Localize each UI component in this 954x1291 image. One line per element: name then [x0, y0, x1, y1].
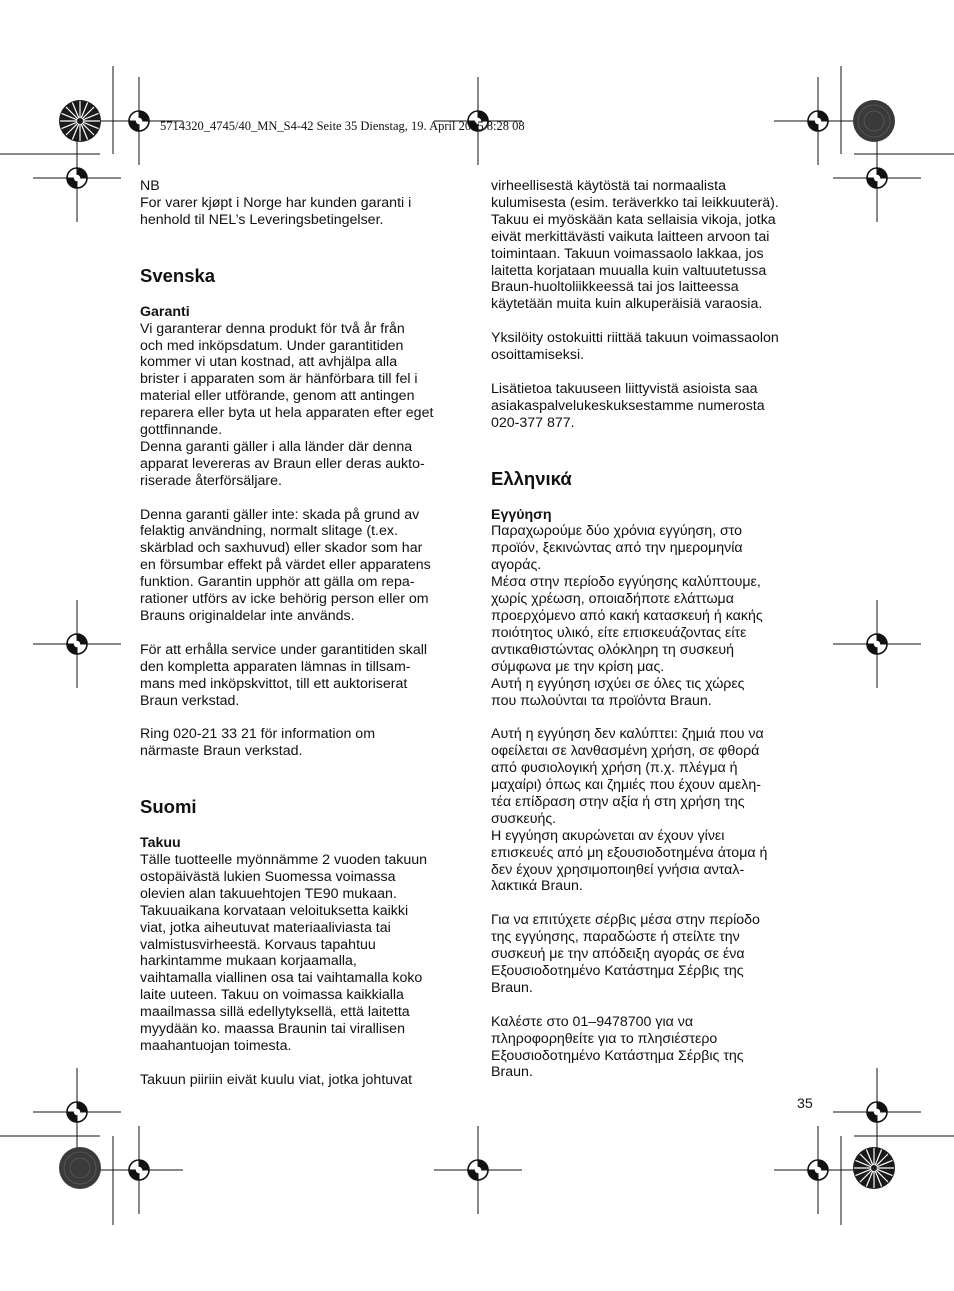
suomi-continued-paragraph-2: Yksilöity ostokuitti riittää takuun voimassaolon osoittamiseksi.	[491, 330, 779, 364]
nb-text: For varer kjøpt i Norge har kunden garanti i henhold til NEL’s Leveringsbetingelser.	[140, 194, 412, 228]
suomi-continued-paragraph-1: virheellisestä käytöstä tai normaalista kulumisesta (esim. teräverkko tai leikkuuterä). Takuu ei myöskään kata sellaisia vikoja, jotka eivät merkittävästi vaikuta laitteen arvoon tai toimintaan. Takuun voimassaolo lakkaa, jos laitetta korjataan muualla kuin valtuutetussa Braun-huoltoliikkeessä tai jos laitteessa käytetään muita kuin alkuperäisiä varaosia.	[491, 178, 779, 313]
subtitle-garanti: Garanti	[140, 303, 190, 320]
subtitle-takuu: Takuu	[140, 835, 181, 852]
suomi-continued-paragraph-3: Lisätietoa takuuseen liittyvistä asioista saa asiakaspalvelukeskuksestamme numerosta 020-377 877.	[491, 380, 765, 431]
right-column	[491, 178, 821, 1081]
print-header: 5714320_4745/40_MN_S4-42 Seite 35 Dienstag, 19. April 2005 8:28 08	[160, 119, 525, 133]
section-title-greek: Ελληνικά	[491, 467, 572, 489]
greek-paragraph-1: Παραχωρούμε δύο χρόνια εγγύηση, στο προϊόν, ξεκινώντας από την ημερομηνία αγοράς. Μέσα στην περίοδο εγγύησης καλύπτουμε, χωρίς χρέωση, οποιαδήποτε ελάττωμα προερχόμενο από κακή κατασκευή ή κακής ποιότητος υλικό, είτε επισκευάζοντας είτε αντικαθιστώντας ολόκληρη τη συσκευή σύμφωνα με την κρίση μας. Αυτή η εγγύηση ισχύει σε όλες τις χώρες που πωλούνται τα προϊόντα Braun.	[491, 523, 763, 709]
suomi-paragraph-1: Tälle tuotteelle myönnämme 2 vuoden takuun ostopäivästä lukien Suomessa voimassa olevien alan takuuehtojen TE90 mukaan. Takuuaikana korvataan veloituksetta kaikki viat, jotka aiheutuvat materiaaliviasta tai valmistusvirheestä. Korvaus tapahtuu harkintamme mukaan korjaamalla, vaihtamalla viallinen osa tai vaihtamalla koko laite uuteen. Takuu on voimassa kaikkialla maailmassa sillä edellytyksellä, että laitetta myydään ko. maassa Braunin tai virallisen maahantuojan toimesta.	[140, 852, 428, 1055]
section-title-suomi: Suomi	[140, 796, 197, 818]
page-number: 35	[797, 1096, 813, 1112]
suomi-paragraph-2: Takuun piiriin eivät kuulu viat, jotka johtuvat	[140, 1071, 413, 1088]
svenska-paragraph-4: Ring 020-21 33 21 för information om närmaste Braun verkstad.	[140, 726, 376, 760]
greek-paragraph-3: Για να επιτύχετε σέρβις μέσα στην περίοδο της εγγύησης, παραδώστε ή στείλτε την συσκευή με την απόδειξη αγοράς σε ένα Εξουσιοδοτημένο Κατάστημα Σέρβις της Braun.	[491, 912, 760, 996]
section-title-svenska: Svenska	[140, 264, 216, 286]
nb-heading: NB	[140, 178, 160, 194]
svenska-paragraph-2: Denna garanti gäller inte: skada på grund av felaktig användning, normalt slitage (t.ex. skärblad och saxhuvud) eller skador som har en försumbar effekt på värdet eller apparatens funktion. Garantin upphör att gälla om repa- rationer utförs av icke behörig person eller om Brauns originaldelar inte används.	[140, 506, 431, 625]
svenska-paragraph-1: Vi garanterar denna produkt för två år från och med inköpsdatum. Under garantitiden kommer vi utan kostnad, att avhjälpa alla brister i apparaten som är hänförbara till fel i material eller utförande, genom att antingen reparera eller byta ut hela apparaten efter eget gottfinnande. Denna garanti gäller i alla länder där denna apparat levereras av Braun eller deras aukto- riserade återförsäljare.	[140, 320, 434, 489]
svenska-paragraph-3: För att erhålla service under garantitiden skall den kompletta apparaten lämnas in tillsam- mans med inköpskvittot, till ett auktoriserat Braun verkstad.	[140, 641, 428, 709]
greek-paragraph-2: Αυτή η εγγύηση δεν καλύπτει: ζημιά που να οφείλεται σε λανθασμένη χρήση, σε φθορά από φυσιολογική χρήση (π.χ. πλέγμα ή μαχαίρι) όπως και ζημιές που έχουν αμελη- τέα επίδραση στην αξία ή στη χρήση της συσκευής. Η εγγύηση ακυρώνεται αν έχουν γίνει επισκευές από μη εξουσιοδοτημένα άτομα ή δεν έχουν χρησιμοποιηθεί γνήσια ανταλ- λακτικά Braun.	[491, 726, 768, 895]
greek-paragraph-4: Καλέστε στο 01–9478700 για να πληροφορηθείτε για το πλησιέστερο Εξουσιοδοτημένο Κατάστημα Σέρβις της Braun.	[491, 1013, 744, 1081]
subtitle-eggyisi: Εγγύηση	[491, 506, 552, 523]
left-column	[140, 178, 470, 1089]
